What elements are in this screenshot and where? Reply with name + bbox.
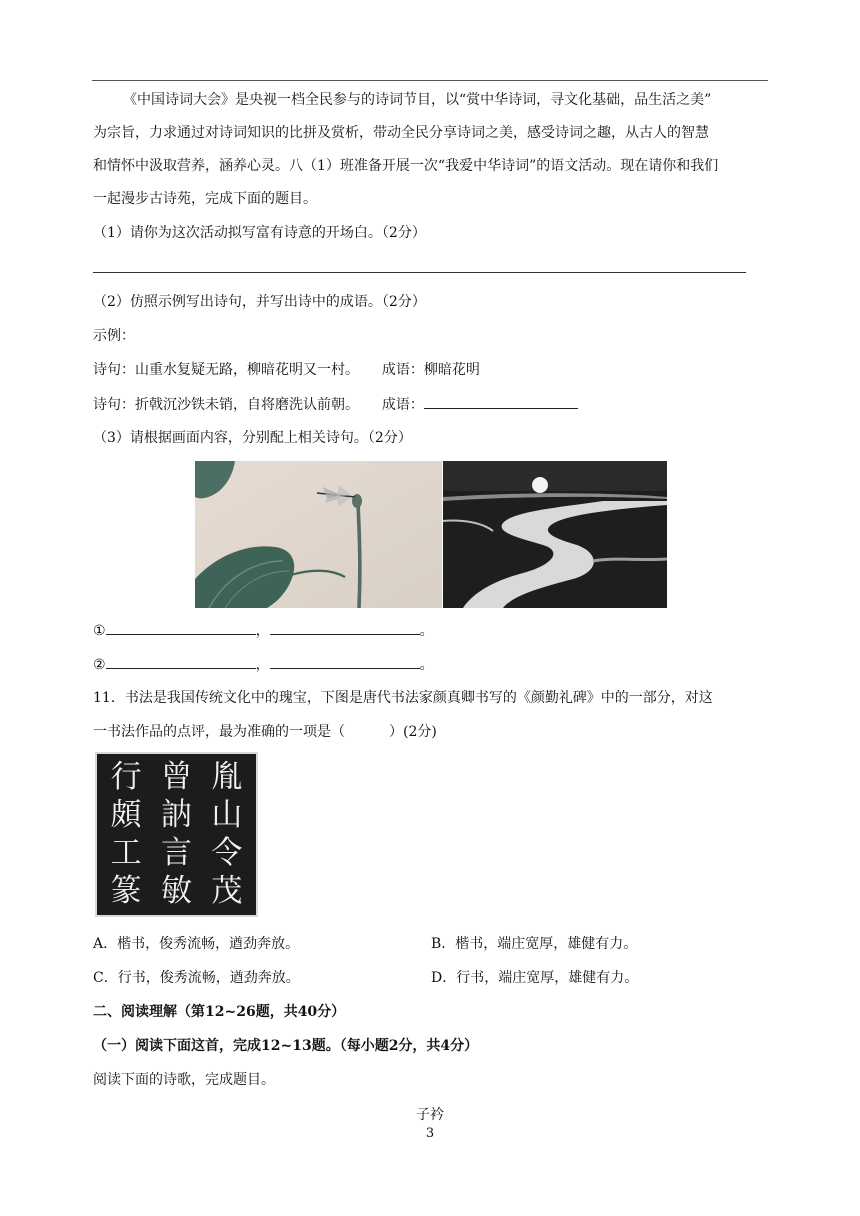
lotus-dragonfly-painting (195, 461, 442, 608)
question-11-line-2 (93, 722, 437, 742)
question-11-line-1: 11．书法是我国传统文化中的瑰宝，下图是唐代书法家颜真卿书写的《颜勤礼碑》中的一部分，对这 (93, 690, 713, 706)
section-2-subheading: （一）阅读下面这首，完成12~13题。（每小题2分，共4分） (93, 1038, 479, 1054)
calligraphy-character: 山 (211, 796, 243, 833)
comma: ， (255, 657, 270, 673)
poem-title: 子衿 (416, 1107, 444, 1123)
question-1-answer-line[interactable] (93, 272, 746, 273)
question-11-score: ）(2分) (389, 724, 437, 740)
example-row (93, 360, 480, 380)
intro-line-4: 一起漫步古诗苑，完成下面的题目。 (93, 191, 317, 207)
task-idiom-label: 成语： (381, 397, 424, 413)
intro-line-3: 和情怀中汲取营养，涵养心灵。八（1）班准备开展一次“我爱中华诗词”的语文活动。现在请你和我们 (93, 158, 719, 174)
idiom-answer-blank[interactable] (424, 394, 578, 409)
header-rule (92, 80, 768, 81)
calligraphy-character: 工 (110, 835, 142, 872)
page-number: 3 (425, 1126, 435, 1141)
question-3-prompt: （3）请根据画面内容，分别配上相关诗句。（2分） (93, 430, 412, 446)
answer-row-1 (93, 620, 434, 641)
intro-line-1: 《中国诗词大会》是央视一档全民参与的诗词节目，以“赏中华诗词，寻文化基础，品生活之美” (123, 92, 712, 108)
calligraphy-character: 訥 (160, 796, 192, 833)
option-a[interactable]: A．楷书，俊秀流畅，遒劲奔放。 (93, 936, 300, 952)
question-1-prompt: （1）请你为这次活动拟写富有诗意的开场白。（2分） (93, 225, 426, 241)
example-label: 示例： (93, 328, 135, 344)
calligraphy-character: 敏 (160, 873, 192, 910)
option-d[interactable]: D．行书，端庄宽厚，雄健有力。 (431, 970, 639, 986)
option-c[interactable]: C．行书，俊秀流畅，遒劲奔放。 (93, 970, 300, 986)
answer-row-2 (93, 654, 434, 675)
calligraphy-character: 令 (211, 835, 243, 872)
example-poem: 诗句：山重水复疑无路，柳暗花明又一村。 (93, 362, 359, 378)
calligraphy-character: 篆 (110, 873, 142, 910)
calligraphy-character: 行 (110, 758, 142, 795)
yan-qinli-stele-calligraphy (95, 752, 258, 917)
answer-1a-blank[interactable] (106, 620, 256, 635)
period: 。 (419, 657, 434, 673)
section-2-heading: 二、阅读理解（第12~26题，共40分） (93, 1004, 346, 1020)
answer-marker-1: ① (93, 623, 106, 639)
calligraphy-character: 胤 (211, 758, 243, 795)
answer-2a-blank[interactable] (106, 654, 256, 669)
calligraphy-character: 曾 (160, 758, 192, 795)
comma: ， (255, 623, 270, 639)
example-idiom: 成语：柳暗花明 (381, 362, 480, 378)
intro-line-2: 为宗旨，力求通过对诗词知识的比拼及赏析，带动全民分享诗词之美，感受诗词之趣，从古人的智慧 (93, 125, 709, 141)
period: 。 (419, 623, 434, 639)
task-poem: 诗句：折戟沉沙铁未销，自将磨洗认前朝。 (93, 397, 359, 413)
reading-instruction: 阅读下面的诗歌，完成题目。 (93, 1072, 275, 1088)
answer-1b-blank[interactable] (270, 620, 420, 635)
question-11-stem: 一书法作品的点评，最为准确的一项是（ (93, 724, 345, 740)
task-row (93, 394, 578, 415)
calligraphy-character: 頗 (110, 796, 142, 833)
calligraphy-character: 言 (160, 835, 192, 872)
question-2-prompt: （2）仿照示例写出诗句，并写出诗中的成语。（2分） (93, 294, 426, 310)
river-sunset-photo (443, 461, 667, 608)
calligraphy-character: 茂 (211, 873, 243, 910)
answer-2b-blank[interactable] (270, 654, 420, 669)
answer-marker-2: ② (93, 657, 106, 673)
option-b[interactable]: B．楷书，端庄宽厚，雄健有力。 (431, 936, 638, 952)
